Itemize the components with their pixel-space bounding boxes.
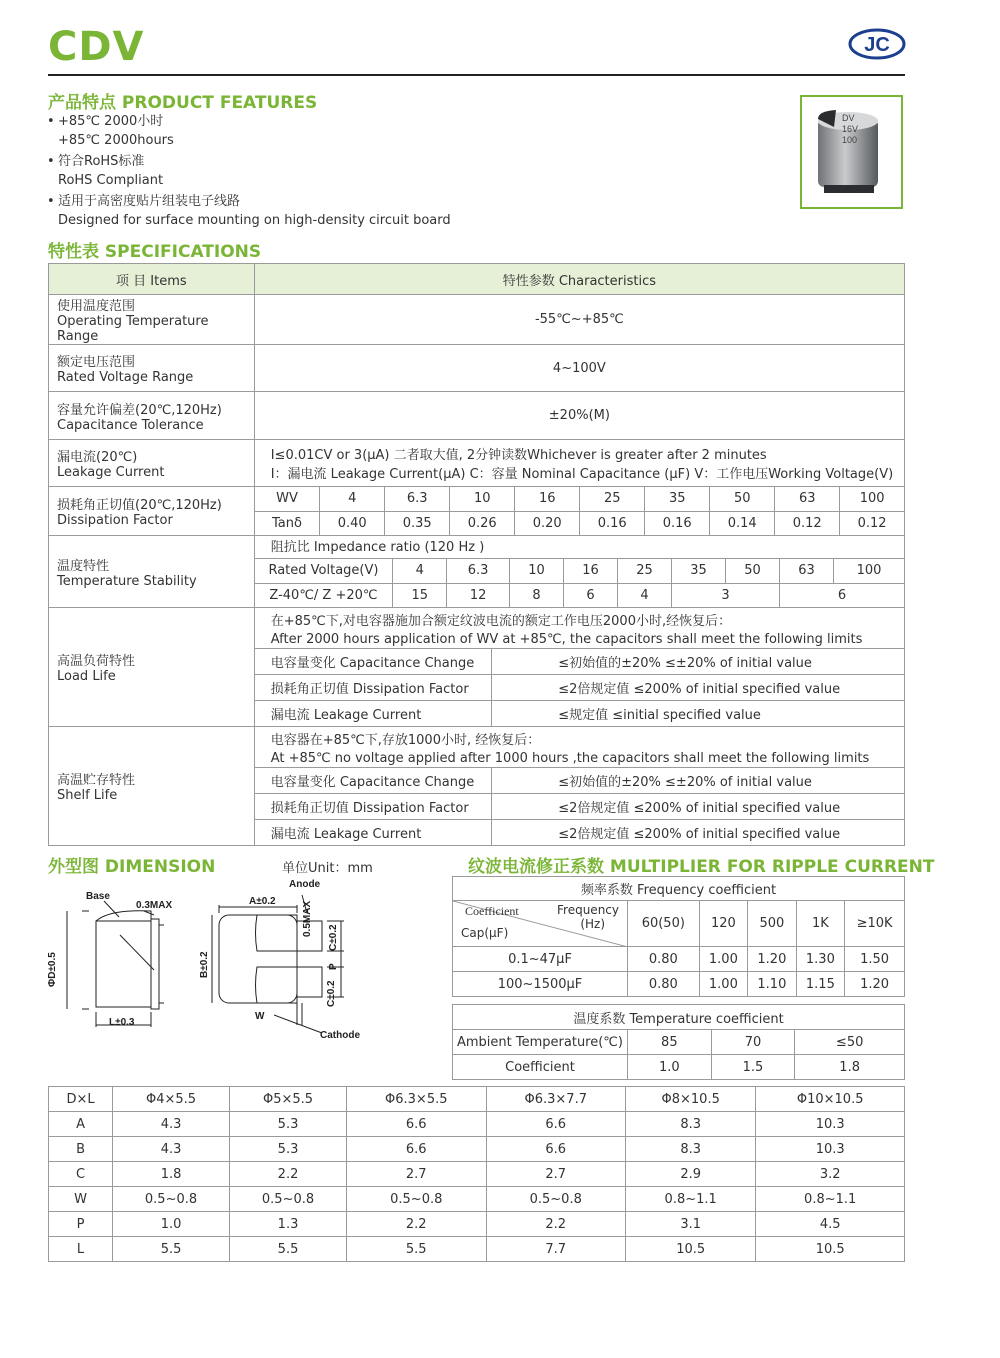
df-table-cell <box>254 487 904 536</box>
impedance-ratio-value: 3 <box>671 583 779 607</box>
leakage-value: I≤0.01CV or 3(μA) 二者取大值, 2分钟读数Whichever is greater after 2 minutes I：漏电流 Leakage Current(μA) C：容量 Nominal Capacitance (μF) V：工作电压Working Voltage(V) <box>254 440 904 487</box>
svg-text:Base: Base <box>86 891 110 902</box>
impedance-ratio-value: 8 <box>509 583 563 607</box>
row-label: 高温贮存特性 Shelf Life <box>49 727 255 846</box>
rated-voltage-value: 35 <box>671 559 725 583</box>
dimension-value: 8.3 <box>625 1137 755 1162</box>
dimension-value: 5.5 <box>113 1237 230 1262</box>
dimension-value: 0.8~1.1 <box>625 1187 755 1212</box>
rated-voltage-value: 10 <box>509 559 563 583</box>
wv-value: 100 <box>840 487 904 511</box>
dimension-label: C <box>49 1162 113 1187</box>
dimension-value: 5.3 <box>230 1112 347 1137</box>
dimension-value: 5.3 <box>230 1137 347 1162</box>
dimension-value: 0.5~0.8 <box>230 1187 347 1212</box>
ambient-temp-value: ≤50 <box>795 1030 905 1055</box>
wv-value: 25 <box>580 487 645 511</box>
dimension-value: 0.8~1.1 <box>756 1187 905 1212</box>
frequency-header: 500 <box>748 901 797 947</box>
ripple-coefficient: 1.00 <box>699 972 748 997</box>
specifications-table <box>48 263 905 846</box>
ambient-temp-value: 70 <box>711 1030 795 1055</box>
wv-value: 63 <box>775 487 840 511</box>
frequency-header: ≥10K <box>845 901 905 947</box>
tan-value: 0.16 <box>580 511 645 535</box>
load-life-cell: 在+85℃下,对电容器施加合额定纹波电流的额定工作电压2000小时,经恢复后： After 2000 hours application of WV at +85℃, the capacitors shall meet the following limits 电容量变化 Capacitance Change ≤初始值的±20% ≤±20% of initial value 损耗角正切值 Dissipation Factor ≤2倍规定值 ≤200% of initial specified value 漏电流 Leakage Current ≤规定值 ≤initial specified value <box>254 608 904 727</box>
ripple-coefficient: 0.80 <box>628 947 700 972</box>
temp-coefficient-value: 1.8 <box>795 1055 905 1080</box>
dimension-label: L <box>49 1237 113 1262</box>
impedance-ratio-value: 12 <box>447 583 510 607</box>
frequency-header: 1K <box>796 901 845 947</box>
rated-voltage-value: 16 <box>563 559 617 583</box>
dimension-value: 10.3 <box>756 1137 905 1162</box>
dimension-value: 6.6 <box>486 1112 625 1137</box>
row-label: 额定电压范围 Rated Voltage Range <box>49 345 255 392</box>
svg-text:A±0.2: A±0.2 <box>249 896 276 907</box>
dimension-value: 0.5~0.8 <box>347 1187 486 1212</box>
ripple-coefficient: 1.10 <box>748 972 797 997</box>
table-row <box>49 1162 905 1187</box>
temp-coefficient-value: 1.5 <box>711 1055 795 1080</box>
svg-text:0.5MAX: 0.5MAX <box>302 900 313 937</box>
frequency-coefficient-table: 频率系数 Frequency coefficient Coefficient Frequency (Hz) Cap(μF) 60(50) 120 500 1K ≥10K 0.1~47μF 0.80 1.00 1.20 1.30 1.50 100~1500μF 0.80 1.00 1.10 1.15 1.20 <box>452 876 905 997</box>
dimension-value: 2.9 <box>625 1162 755 1187</box>
impedance-ratio-value: 6 <box>563 583 617 607</box>
diagonal-header: Coefficient Frequency (Hz) Cap(μF) <box>453 901 628 947</box>
dimension-value: 4.5 <box>756 1212 905 1237</box>
dimension-value: 2.2 <box>230 1162 347 1187</box>
row-label: 损耗角正切值(20℃,120Hz) Dissipation Factor <box>49 487 255 536</box>
dimension-value: 5.5 <box>347 1237 486 1262</box>
wv-value: 50 <box>710 487 775 511</box>
dimension-heading: 外型图 DIMENSION <box>48 857 216 877</box>
bullet-icon: • <box>47 194 55 209</box>
dimension-header: Φ6.3×5.5 <box>347 1087 486 1112</box>
svg-text:B±0.2: B±0.2 <box>199 951 210 978</box>
dimension-value: 10.5 <box>756 1237 905 1262</box>
svg-text:0.3MAX: 0.3MAX <box>136 900 173 911</box>
ripple-coefficient: 1.50 <box>845 947 905 972</box>
df-table: WV 4 6.3 10 16 25 35 50 63 100 Tanδ 0.40 0.35 0.26 0.20 0.16 0.16 0.14 0.12 0.12 <box>255 487 904 535</box>
ripple-coefficient: 1.20 <box>845 972 905 997</box>
title-rule <box>48 74 905 76</box>
svg-text:16V: 16V <box>842 124 859 134</box>
rated-voltage-value: 4 <box>393 559 447 583</box>
table-row <box>49 1112 905 1137</box>
temperature-coefficient-table: 温度系数 Temperature coefficient Ambient Temperature(℃) 85 70 ≤50 Coefficient 1.0 1.5 1.8 <box>452 1004 905 1080</box>
dimension-header: D×L <box>49 1087 113 1112</box>
row-label: 高温负荷特性 Load Life <box>49 608 255 727</box>
tan-value: 0.26 <box>450 511 515 535</box>
temp-table-cell: 阻抗比 Impedance ratio (120 Hz ) Rated Voltage(V) 4 6.3 10 16 25 35 50 63 100 Z-40℃/ Z +20℃ 15 12 8 6 4 3 6 <box>254 536 904 608</box>
unit-label: 单位Unit：mm <box>282 861 373 876</box>
table-row <box>49 1237 905 1262</box>
rated-voltage-value: 50 <box>725 559 779 583</box>
tan-value: 0.35 <box>385 511 450 535</box>
rated-voltage-value: 100 <box>833 559 904 583</box>
svg-text:ΦD±0.5: ΦD±0.5 <box>47 952 58 987</box>
bullet-icon: • <box>47 114 55 129</box>
impedance-ratio-value: 4 <box>617 583 671 607</box>
dimension-value: 0.5~0.8 <box>486 1187 625 1212</box>
dimension-value: 1.0 <box>113 1212 230 1237</box>
dimension-value: 6.6 <box>347 1112 486 1137</box>
svg-text:JC: JC <box>864 34 890 56</box>
dimensions-table <box>48 1086 905 1262</box>
svg-text:P: P <box>328 963 339 970</box>
rated-voltage-value: 6.3 <box>447 559 510 583</box>
dimension-header: Φ6.3×7.7 <box>486 1087 625 1112</box>
op-temp-value: -55℃~+85℃ <box>254 295 904 345</box>
shelf-life-table: 电容量变化 Capacitance Change ≤初始值的±20% ≤±20% of initial value 损耗角正切值 Dissipation Factor ≤2倍规定值 ≤200% of initial specified value 漏电流 Leakage Current ≤2倍规定值 ≤200% of initial specified value <box>255 768 904 845</box>
dimension-label: A <box>49 1112 113 1137</box>
dimension-value: 4.3 <box>113 1137 230 1162</box>
tan-value: 0.14 <box>710 511 775 535</box>
tan-value: 0.16 <box>645 511 710 535</box>
ripple-coefficient: 1.20 <box>748 947 797 972</box>
row-label: 温度特性 Temperature Stability <box>49 536 255 608</box>
dimension-label: B <box>49 1137 113 1162</box>
tan-value: 0.40 <box>320 511 385 535</box>
ripple-coefficient: 1.15 <box>796 972 845 997</box>
table-row <box>49 1187 905 1212</box>
voltage-value: 4~100V <box>254 345 904 392</box>
ripple-coefficient: 1.30 <box>796 947 845 972</box>
ripple-coefficient: 1.00 <box>699 947 748 972</box>
dimension-value: 2.7 <box>347 1162 486 1187</box>
dimension-value: 2.2 <box>486 1212 625 1237</box>
svg-text:C±0.2: C±0.2 <box>326 980 337 1007</box>
ripple-coefficient: 0.80 <box>628 972 700 997</box>
row-label: 漏电流(20℃) Leakage Current <box>49 440 255 487</box>
frequency-header: 120 <box>699 901 748 947</box>
shelf-life-cell: 电容器在+85℃下,存放1000小时, 经恢复后： At +85℃ no voltage applied after 1000 hours ,the capacitors shall meet the following limits 电容量变化 Capacitance Change ≤初始值的±20% ≤±20% of initial value 损耗角正切值 Dissipation Factor ≤2倍规定值 ≤200% of initial specified value 漏电流 Leakage Current ≤2倍规定值 ≤200% of initial specified value <box>254 727 904 846</box>
frequency-header: 60(50) <box>628 901 700 947</box>
svg-text:W: W <box>255 1011 265 1022</box>
wv-value: 35 <box>645 487 710 511</box>
row-label: 使用温度范围 Operating Temperature Range <box>49 295 255 345</box>
specs-heading: 特性表 SPECIFICATIONS <box>48 242 262 262</box>
product-photo-frame <box>800 95 903 209</box>
dimension-value: 10.3 <box>756 1112 905 1137</box>
impedance-ratio-value: 15 <box>393 583 447 607</box>
dimension-value: 1.3 <box>230 1212 347 1237</box>
dimension-label: P <box>49 1212 113 1237</box>
table-row <box>49 1137 905 1162</box>
impedance-ratio-value: 6 <box>779 583 904 607</box>
features-heading: 产品特点 PRODUCT FEATURES <box>48 93 318 113</box>
rated-voltage-value: 63 <box>779 559 833 583</box>
svg-text:Anode: Anode <box>289 879 321 890</box>
wv-value: 10 <box>450 487 515 511</box>
wv-value: 6.3 <box>385 487 450 511</box>
ripple-heading: 纹波电流修正系数 MULTIPLIER FOR RIPPLE CURRENT <box>468 857 935 877</box>
tan-value: 0.12 <box>840 511 904 535</box>
capacitor-image <box>802 97 901 207</box>
svg-text:DV: DV <box>842 113 855 123</box>
feature-item: • +85℃ 2000小时 +85℃ 2000hours <box>47 114 174 148</box>
dimension-drawing <box>44 875 424 1050</box>
dimension-value: 3.2 <box>756 1162 905 1187</box>
page-title: CDV <box>48 24 145 70</box>
dimension-value: 6.6 <box>347 1137 486 1162</box>
wv-value: 4 <box>320 487 385 511</box>
dimension-value: 5.5 <box>230 1237 347 1262</box>
dimension-value: 2.7 <box>486 1162 625 1187</box>
feature-item: • 适用于高密度贴片组装电子线路 Designed for surface mounting on high-density circuit board <box>47 194 451 228</box>
wv-value: 16 <box>515 487 580 511</box>
dimension-header: Φ5×5.5 <box>230 1087 347 1112</box>
dimension-value: 7.7 <box>486 1237 625 1262</box>
features-list <box>47 112 778 230</box>
dimension-value: 0.5~0.8 <box>113 1187 230 1212</box>
dimension-header: Φ10×10.5 <box>756 1087 905 1112</box>
rated-voltage-value: 25 <box>617 559 671 583</box>
dimension-header: Φ4×5.5 <box>113 1087 230 1112</box>
col-characteristics: 特性参数 Characteristics <box>254 264 904 295</box>
feature-item: • 符合RoHS标准 RoHS Compliant <box>47 154 164 188</box>
dimension-value: 2.2 <box>347 1212 486 1237</box>
table-row <box>49 1212 905 1237</box>
svg-text:C±0.2: C±0.2 <box>328 924 339 951</box>
temp-table: Rated Voltage(V) 4 6.3 10 16 25 35 50 63 100 Z-40℃/ Z +20℃ 15 12 8 6 4 3 6 <box>255 559 904 607</box>
svg-text:L±0.3: L±0.3 <box>109 1017 135 1028</box>
ambient-temp-value: 85 <box>628 1030 712 1055</box>
dimension-value: 8.3 <box>625 1112 755 1137</box>
dimension-value: 6.6 <box>486 1137 625 1162</box>
load-life-table: 电容量变化 Capacitance Change ≤初始值的±20% ≤±20% of initial value 损耗角正切值 Dissipation Factor ≤2倍规定值 ≤200% of initial specified value 漏电流 Leakage Current ≤规定值 ≤initial specified value <box>255 649 904 726</box>
bullet-icon: • <box>47 154 55 169</box>
dimension-value: 1.8 <box>113 1162 230 1187</box>
dimension-value: 4.3 <box>113 1112 230 1137</box>
tolerance-value: ±20%(M) <box>254 392 904 440</box>
dimension-value: 3.1 <box>625 1212 755 1237</box>
temp-coefficient-value: 1.0 <box>628 1055 712 1080</box>
dimension-header: Φ8×10.5 <box>625 1087 755 1112</box>
tan-value: 0.20 <box>515 511 580 535</box>
dimension-label: W <box>49 1187 113 1212</box>
tan-value: 0.12 <box>775 511 840 535</box>
row-label: 容量允许偏差(20℃,120Hz) Capacitance Tolerance <box>49 392 255 440</box>
col-items: 项 目 Items <box>49 264 255 295</box>
brand-logo <box>848 28 906 60</box>
svg-text:100: 100 <box>842 135 858 145</box>
dimension-value: 10.5 <box>625 1237 755 1262</box>
table-row <box>49 1087 905 1112</box>
svg-text:Cathode: Cathode <box>320 1030 360 1041</box>
